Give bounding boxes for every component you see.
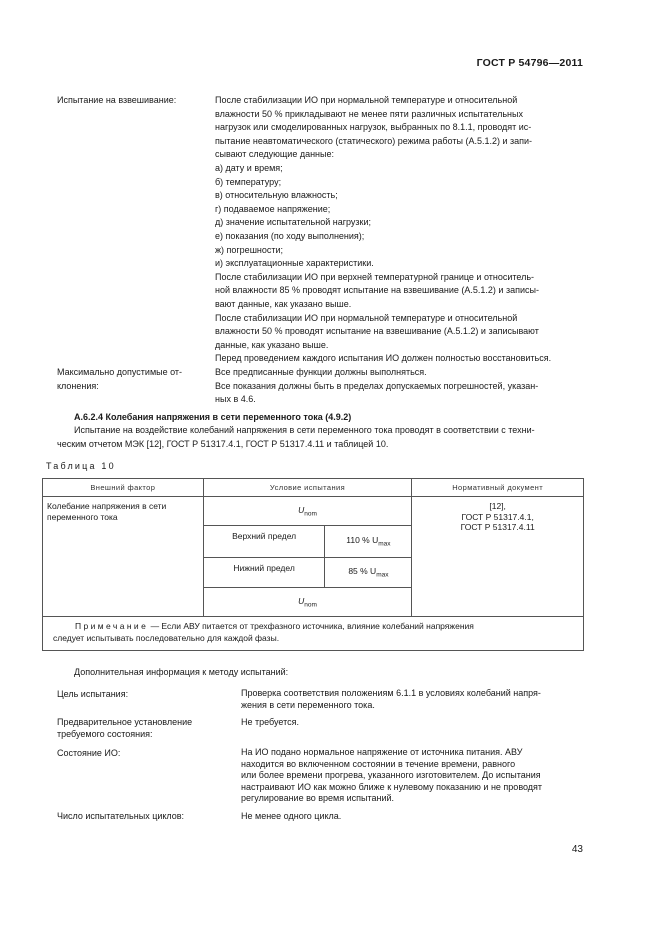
table-header-row <box>43 479 584 497</box>
additional-text: Не требуется. <box>241 717 299 727</box>
additional-label: Число испытательных циклов: <box>57 811 185 821</box>
section-title: А.6.2.4 Колебания напряжения в сети переменного тока (4.9.2) <box>74 412 352 422</box>
table-caption: Таблица 10 <box>46 461 116 471</box>
column-header: Условие испытания <box>203 479 412 497</box>
u-nom-cell: $U_{nom}$ <box>203 588 412 617</box>
max-deviation-text: Все предписанные функции должны выполняться. Все показания должны быть в пределах допускаемых погрешностей, указан- ных в 4.6. <box>215 367 539 405</box>
weighing-line: вают данные, как указано выше. <box>215 298 352 309</box>
weighing-label: Испытание на взвешивание: <box>57 95 177 105</box>
column-header: Внешний фактор <box>43 479 204 497</box>
weighing-line: После стабилизации ИО при нормальной температуре и относительной <box>215 312 518 323</box>
max-deviation-label: Максимально допустимые от- клонения: <box>57 367 183 391</box>
weighing-line: а) дату и время; <box>215 162 283 173</box>
additional-label: Состояние ИО: <box>57 748 121 758</box>
additional-label: Цель испытания: <box>57 689 129 699</box>
lower-limit-value: 85 % $U_{max}$ <box>325 558 412 588</box>
weighing-line: влажности 50 % проводят испытание на взвешивание (А.5.1.2) и записывают <box>215 326 539 337</box>
weighing-text <box>215 94 551 366</box>
weighing-line: и) эксплуатационные характеристики. <box>215 258 374 269</box>
document-code: ГОСТ Р 54796—2011 <box>476 57 583 69</box>
upper-limit-label: Верхний предел <box>203 526 325 558</box>
section-paragraph: Испытание на воздействие колебаний напряжения в сети переменного тока проводят в соответствии с техни- ческим отчетом МЭК [12], ГОСТ Р 51317.4.1, ГОСТ Р 51317.4.11 и таблицей 10. <box>57 425 535 449</box>
weighing-line: данные, как указано выше. <box>215 339 329 350</box>
table-row <box>43 497 584 526</box>
additional-label: Предварительное установление требуемого состояния: <box>57 717 193 739</box>
weighing-line: ной влажности 85 % проводят испытание на взвешивание (А.5.1.2) и записы- <box>215 285 539 296</box>
weighing-line: После стабилизации ИО при нормальной температуре и относительной <box>215 95 518 105</box>
table-note: Примечание — Если АВУ питается от трехфазного источника, влияние колебаний напряжения следует испытывать последовательно для каждой фазы. <box>43 617 584 651</box>
additional-text: Проверка соответствия положениям 6.1.1 в условиях колебаний напря- жения в сети переменного тока. <box>241 688 541 710</box>
weighing-line: сывают следующие данные: <box>215 149 334 160</box>
column-header: Нормативный документ <box>412 479 584 497</box>
weighing-line: нагрузок или смоделированных нагрузок, выбранных по 8.1.1, проводят ис- <box>215 122 532 133</box>
lower-limit-label: Нижний предел <box>203 558 325 588</box>
docs-cell: [12], ГОСТ Р 51317.4.1, ГОСТ Р 51317.4.11 <box>412 497 584 617</box>
weighing-line: б) температуру; <box>215 176 282 187</box>
weighing-line: е) показания (по ходу выполнения); <box>215 230 365 241</box>
upper-limit-value: 110 % $U_{max}$ <box>325 526 412 558</box>
additional-intro: Дополнительная информация к методу испытаний: <box>74 667 289 677</box>
weighing-line: в) относительную влажность; <box>215 190 338 201</box>
additional-text: Не менее одного цикла. <box>241 811 342 821</box>
weighing-line: д) значение испытательной нагрузки; <box>215 217 371 228</box>
u-nom-cell: $U_{nom}$ <box>203 497 412 526</box>
weighing-line: влажности 50 % прикладывают не менее пяти различных испытательных <box>215 108 523 119</box>
weighing-line: Перед проведением каждого испытания ИО должен полностью восстановиться. <box>215 353 552 364</box>
weighing-line: пытание неавтоматического (статического) режима работы (А.5.1.2) и запи- <box>215 135 533 146</box>
weighing-line: г) подаваемое напряжение; <box>215 203 331 214</box>
table-10 <box>42 478 584 651</box>
weighing-line: ж) погрешности; <box>215 244 284 255</box>
weighing-line: После стабилизации ИО при верхней температурной границе и относитель- <box>215 271 535 282</box>
factor-cell: Колебание напряжения в сети переменного тока <box>43 497 204 617</box>
table-note-row <box>43 617 584 651</box>
additional-text: На ИО подано нормальное напряжение от источника питания. АВУ находится во включенном состоянии в течение времени, равного или более времени прогрева, указанного изготовителем. До испытания настраивают ИО как можно ближе к нулевому показанию и не проводят регулирование во время испытаний. <box>241 747 543 803</box>
page-number: 43 <box>571 844 583 855</box>
